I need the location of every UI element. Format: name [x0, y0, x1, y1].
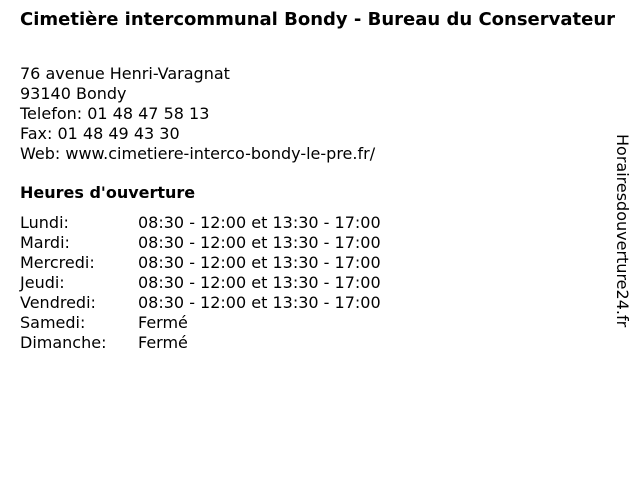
day-label: Lundi:	[20, 213, 69, 232]
day-label: Mercredi:	[20, 253, 95, 272]
day-hours: 08:30 - 12:00 et 13:30 - 17:00	[138, 213, 381, 232]
hours-row-tuesday	[20, 233, 381, 253]
day-label: Mardi:	[20, 233, 70, 252]
day-label: Vendredi:	[20, 293, 96, 312]
hours-row-saturday	[20, 313, 381, 333]
day-hours: 08:30 - 12:00 et 13:30 - 17:00	[138, 293, 381, 312]
hours-heading: Heures d'ouverture	[20, 183, 196, 202]
hours-table	[20, 213, 381, 353]
page-title: Cimetière intercommunal Bondy - Bureau du Conservateur	[20, 9, 616, 30]
day-hours: Fermé	[138, 313, 188, 332]
hours-row-thursday	[20, 273, 381, 293]
day-hours: 08:30 - 12:00 et 13:30 - 17:00	[138, 253, 381, 272]
day-hours: Fermé	[138, 333, 188, 352]
brand-watermark: Horairesdouverture24.fr	[613, 134, 632, 328]
street-address: 76 avenue Henri-Varagnat	[20, 64, 230, 83]
city: 93140 Bondy	[20, 84, 127, 103]
day-label: Jeudi:	[20, 273, 65, 292]
phone-number: Telefon: 01 48 47 58 13	[20, 104, 210, 123]
day-hours: 08:30 - 12:00 et 13:30 - 17:00	[138, 233, 381, 252]
hours-row-wednesday	[20, 253, 381, 273]
address-block	[20, 64, 375, 164]
day-label: Samedi:	[20, 313, 86, 332]
hours-row-monday	[20, 213, 381, 233]
hours-row-friday	[20, 293, 381, 313]
fax-number: Fax: 01 48 49 43 30	[20, 124, 180, 143]
website: Web: www.cimetiere-interco-bondy-le-pre.fr/	[20, 144, 376, 163]
day-label: Dimanche:	[20, 333, 107, 352]
hours-row-sunday	[20, 333, 381, 353]
day-hours: 08:30 - 12:00 et 13:30 - 17:00	[138, 273, 381, 292]
